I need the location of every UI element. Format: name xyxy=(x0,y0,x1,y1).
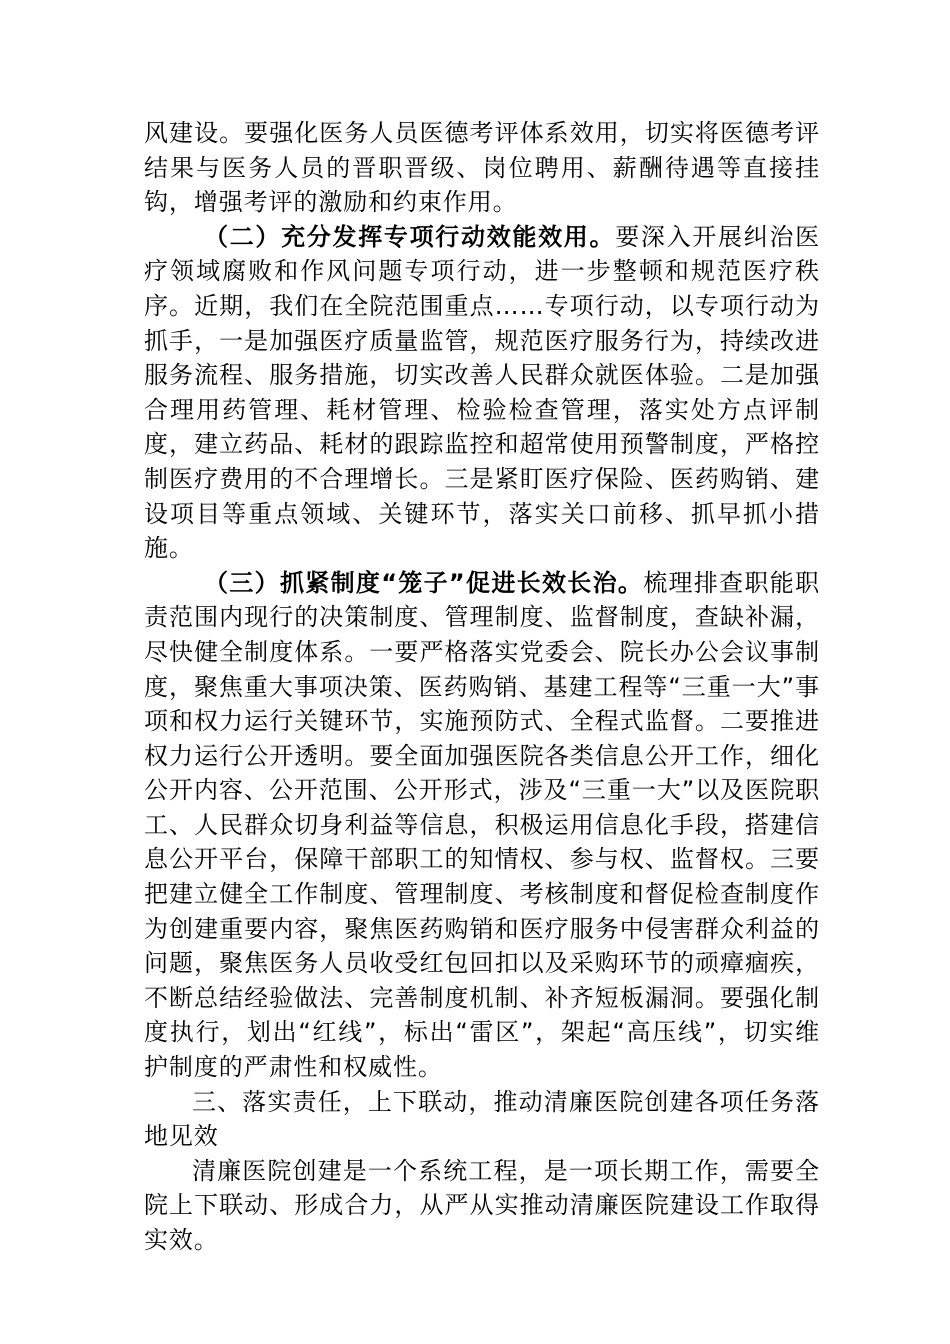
section-2-body: 要深入开展纠治医疗领域腐败和作风问题专项行动，进一步整顿和规范医疗秩序。近期，我们在全院范围重点……专项行动，以专项行动为抓手，一是加强医疗质量监管，规范医疗服务行为，持续改进服务流程、服务措施，切实改善人民群众就医体验。二是加强合理用药管理、耗材管理、检验检查管理，落实处方点评制度，建立药品、耗材的跟踪监控和超常使用预警制度，严格控制医疗费用的不合理增长。三是紧盯医疗保险、医药购销、建设项目等重点领域、关键环节，落实关口前移、抓早抓小措施。 xyxy=(144,222,820,563)
section-2-heading: （二）充分发挥专项行动效能效用。 xyxy=(204,222,616,251)
section-3-body: 梳理排查职能职责范围内现行的决策制度、管理制度、监督制度，查缺补漏，尽快健全制度体系。一要严格落实党委会、院长办公会议事制度，聚焦重大事项决策、医药购销、基建工程等“三重一大”事项和权力运行关键环节，实施预防式、全程式监督。二要推进权力运行公开透明。要全面加强医院各类信息公开工作，细化公开内容、公开范围、公开形式，涉及“三重一大”以及医院职工、人民群众切身利益等信息，积极运用信息化手段，搭建信息公开平台，保障干部职工的知情权、参与权、监督权。三要把建立健全工作制度、管理制度、考核制度和督促检查制度作为创建重要内容，聚焦医药购销和医疗服务中侵害群众利益的问题，聚焦医务人员收受红包回扣以及采购环节的顽瘴痼疾，不断总结经验做法、完善制度机制、补齐短板漏洞。要强化制度执行，划出“红线”，标出“雷区”，架起“高压线”，切实维护制度的严肃性和权威性。 xyxy=(144,568,820,1082)
section-3-heading: （三）抓紧制度“笼子”促进长效长治。 xyxy=(204,568,644,597)
paragraph-section-3 xyxy=(144,566,820,1085)
document-page xyxy=(144,116,820,1258)
chapter-3-heading: 三、落实责任，上下联动，推动清廉医院创建各项任务落地见效 xyxy=(144,1087,820,1151)
paragraph-continuation: 风建设。要强化医务人员医德考评体系效用，切实将医德考评结果与医务人员的晋职晋级、岗位聘用、薪酬待遇等直接挂钩，增强考评的激励和约束作用。 xyxy=(144,119,820,217)
paragraph-chapter-3-intro: 清廉医院创建是一个系统工程，是一项长期工作，需要全院上下联动、形成合力，从严从实推动清廉医院建设工作取得实效。 xyxy=(144,1156,820,1254)
paragraph-section-2 xyxy=(144,220,820,566)
